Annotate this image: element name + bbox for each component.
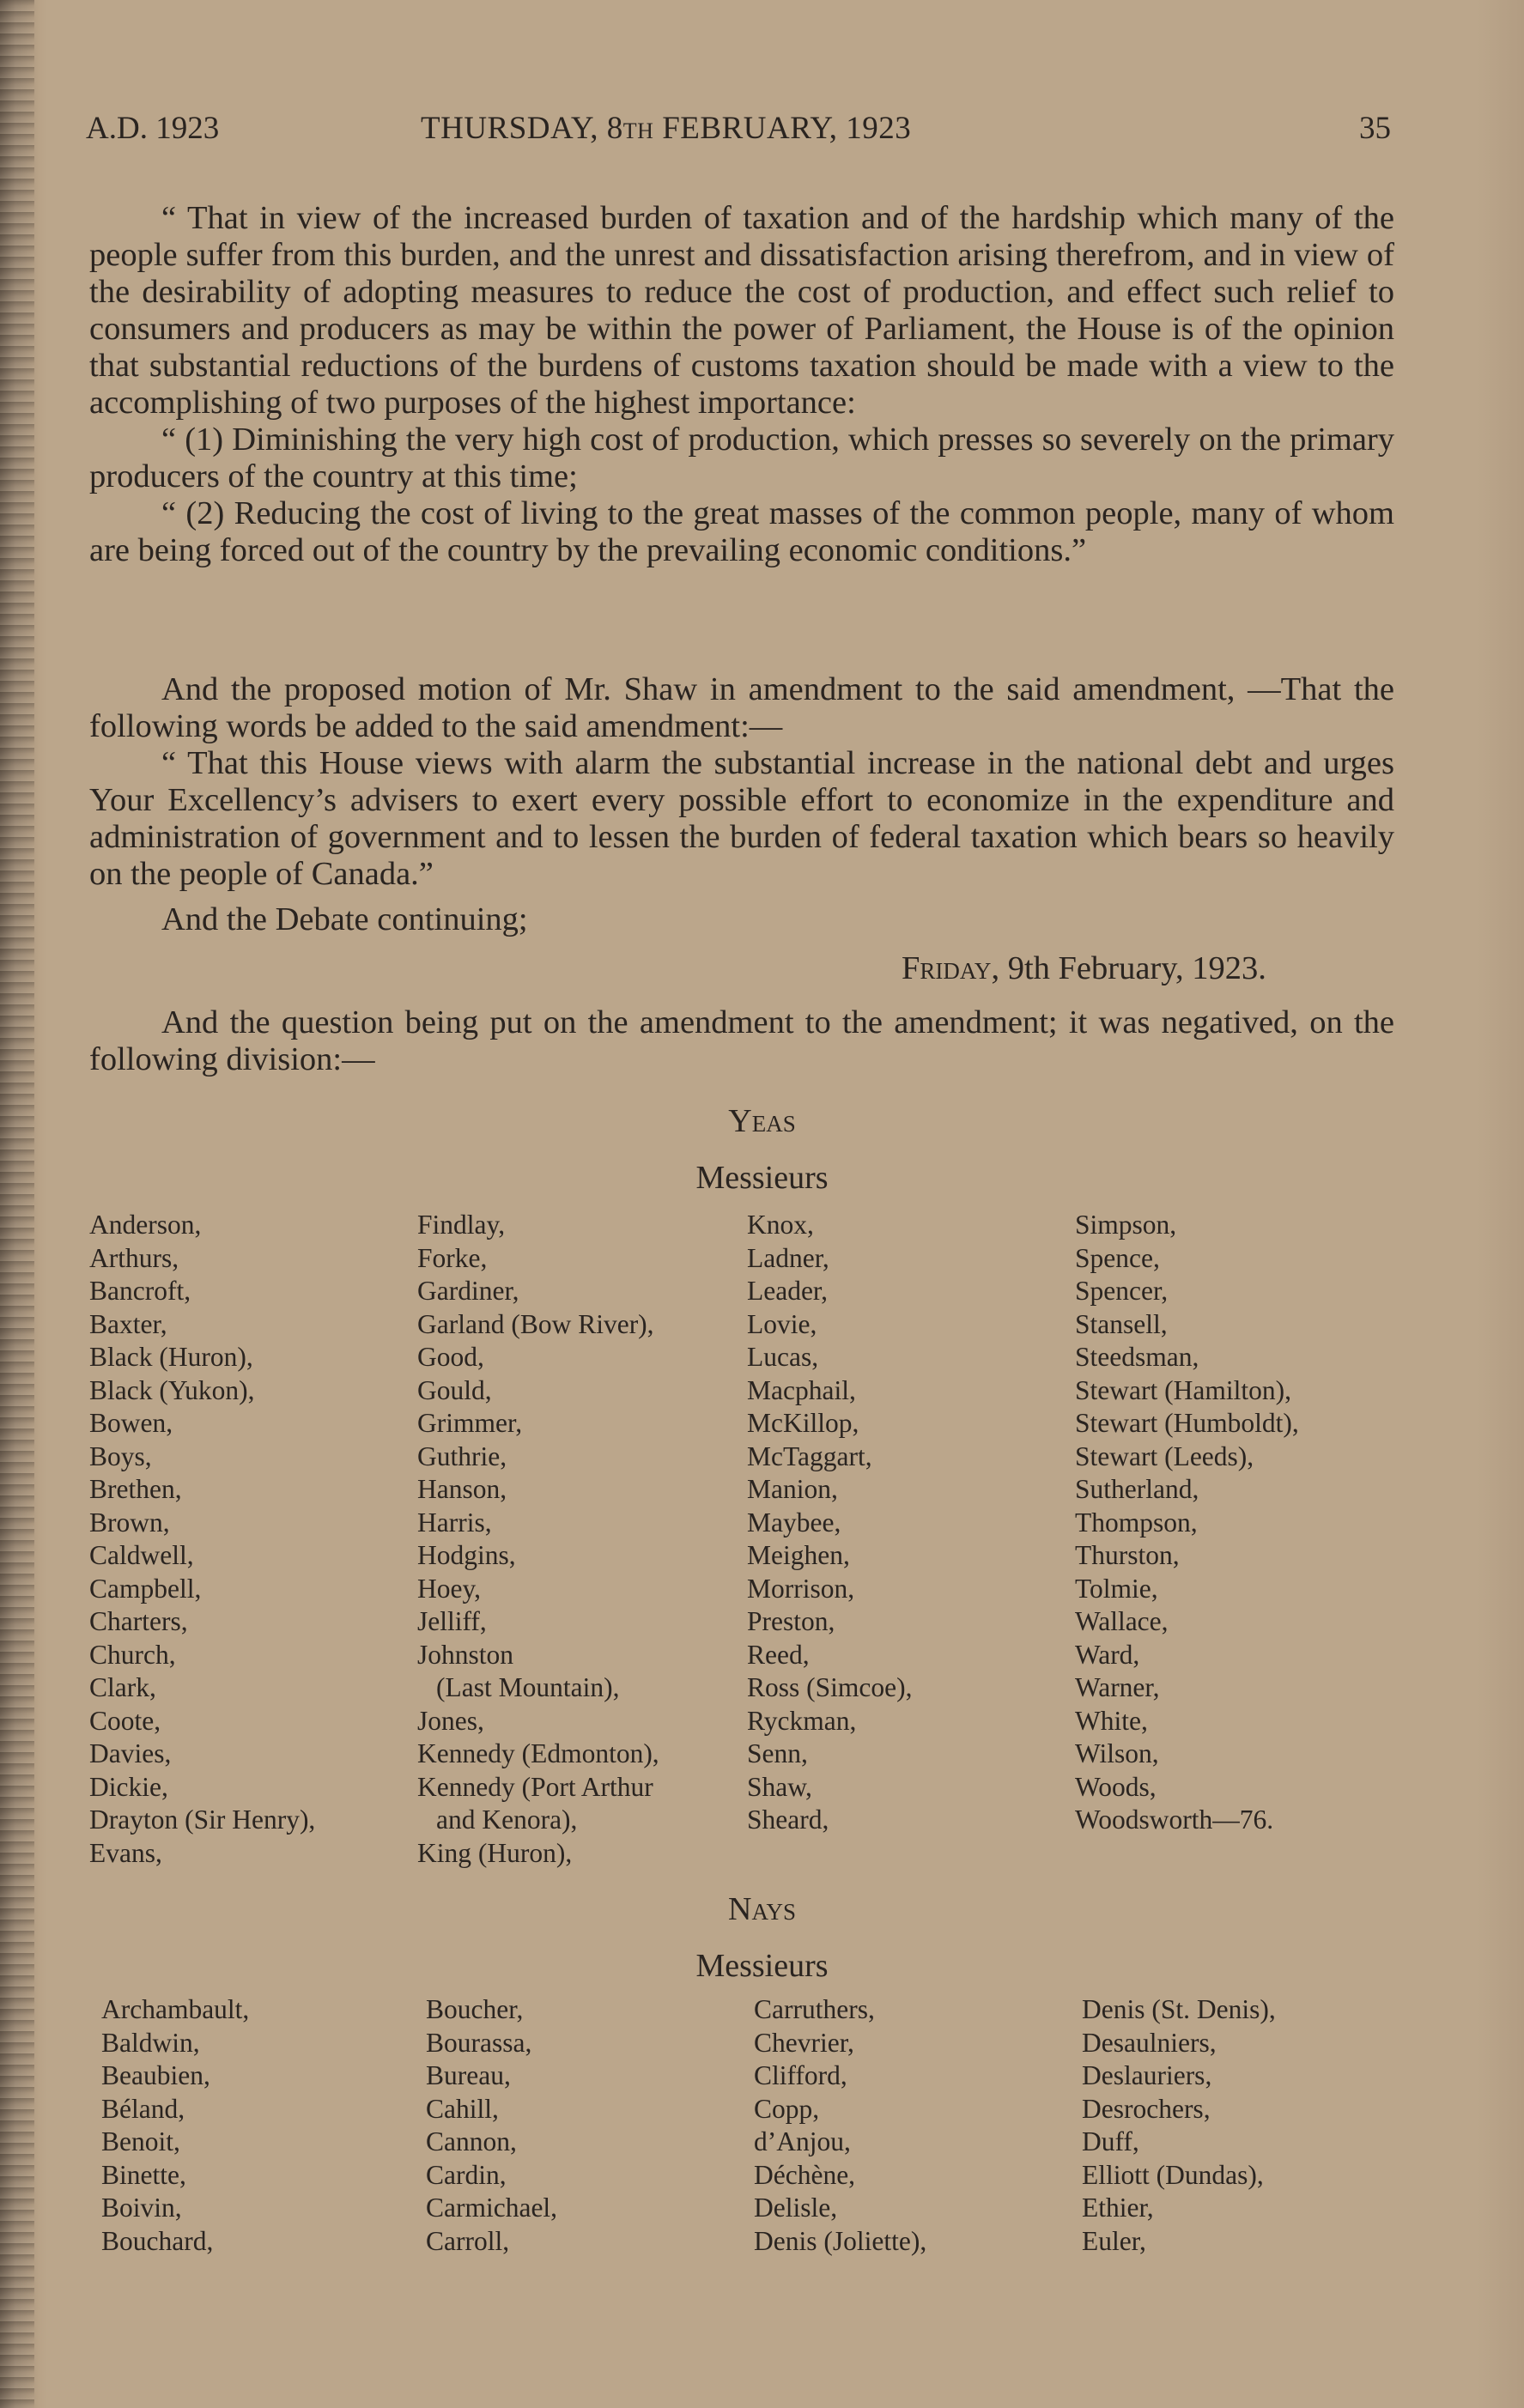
member-name: Jones, — [417, 1705, 484, 1736]
member-name: Manion, — [747, 1474, 838, 1504]
member-name: Meighen, — [747, 1540, 850, 1570]
member-name: Senn, — [747, 1738, 808, 1768]
member-name: Lucas, — [747, 1342, 819, 1372]
member-name: Warner, — [1075, 1672, 1160, 1702]
member-name: Charters, — [89, 1606, 188, 1636]
nays-heading: Nays — [728, 1891, 796, 1927]
member-name: Evans, — [89, 1837, 162, 1868]
member-name: (Last Mountain), — [436, 1672, 620, 1702]
member-name: Delisle, — [754, 2193, 838, 2223]
yeas-column-1 — [89, 1209, 416, 1870]
member-name: Hodgins, — [417, 1540, 516, 1570]
member-name: Arthurs, — [89, 1242, 179, 1273]
nays-column-2 — [426, 1993, 752, 2258]
page-number: 35 — [1359, 111, 1391, 146]
yeas-subheading: Messieurs — [695, 1160, 829, 1196]
member-name: Morrison, — [747, 1573, 855, 1604]
member-name: Cahill, — [426, 2093, 499, 2124]
amendment-paragraph: “ (2) Reducing the cost of living to the great masses of the common people, many of whom are being forced out of the country by the prevailing economic conditions.” — [89, 495, 1394, 568]
member-name: Denis (Joliette), — [754, 2225, 927, 2256]
member-name: Macphail, — [747, 1374, 856, 1405]
member-name: Euler, — [1082, 2225, 1146, 2256]
member-name: Thurston, — [1075, 1540, 1180, 1570]
yeas-column-4 — [1075, 1209, 1401, 1837]
member-name: Archambault, — [101, 1994, 250, 2024]
member-name: Desaulniers, — [1082, 2027, 1217, 2058]
member-name: Forke, — [417, 1242, 488, 1273]
member-name: Anderson, — [89, 1210, 202, 1240]
motion-paragraph: “ That this House views with alarm the substantial increase in the national debt and urges Your Excellency’s advisers to exert every possible effort to economize in the expenditure and administration of government and to lessen the burden of federal taxation which bears so heavily on the people of Canada.” — [89, 745, 1394, 892]
member-name: Findlay, — [417, 1210, 506, 1240]
yeas-column-3 — [747, 1209, 1073, 1837]
nays-subheading: Messieurs — [695, 1948, 829, 1984]
member-name: Thompson, — [1075, 1507, 1198, 1538]
nays-column-4 — [1082, 1993, 1408, 2258]
member-name: Coote, — [89, 1705, 161, 1736]
yeas-heading: Yeas — [728, 1103, 796, 1139]
member-name: Elliott (Dundas), — [1082, 2159, 1264, 2190]
member-name: Bourassa, — [426, 2027, 532, 2058]
member-name: Binette, — [101, 2159, 186, 2190]
member-name: Gould, — [417, 1374, 492, 1405]
member-name: Black (Yukon), — [89, 1374, 255, 1405]
member-name: Tolmie, — [1075, 1573, 1158, 1604]
member-name: Carroll, — [426, 2225, 510, 2256]
member-name: Simpson, — [1075, 1210, 1177, 1240]
member-name: Gardiner, — [417, 1276, 519, 1306]
member-name: Sutherland, — [1075, 1474, 1199, 1504]
member-name: Woods, — [1075, 1771, 1157, 1802]
member-name: Spencer, — [1075, 1276, 1169, 1306]
member-name: Woodsworth—76. — [1075, 1804, 1274, 1835]
member-name: Boucher, — [426, 1994, 524, 2024]
member-name: Benoit, — [101, 2126, 180, 2156]
member-name: Maybee, — [747, 1507, 841, 1538]
member-name: Ross (Simcoe), — [747, 1672, 913, 1702]
member-name: Sheard, — [747, 1804, 829, 1835]
member-name: Harris, — [417, 1507, 492, 1538]
member-name: Guthrie, — [417, 1441, 507, 1471]
member-name: Hoey, — [417, 1573, 482, 1604]
member-name: Béland, — [101, 2093, 185, 2124]
member-name: Duff, — [1082, 2126, 1139, 2156]
member-name: Baldwin, — [101, 2027, 200, 2058]
member-name: Davies, — [89, 1738, 172, 1768]
nays-column-1 — [101, 1993, 428, 2258]
member-name: Desrochers, — [1082, 2093, 1211, 2124]
member-name: McKillop, — [747, 1408, 859, 1438]
member-name: Dickie, — [89, 1771, 168, 1802]
member-name: Boivin, — [101, 2193, 182, 2223]
member-name: Kennedy (Port Arthur — [417, 1771, 653, 1802]
member-name: Bouchard, — [101, 2225, 214, 2256]
member-name: Denis (St. Denis), — [1082, 1994, 1276, 2024]
member-name: White, — [1075, 1705, 1148, 1736]
member-name: Cannon, — [426, 2126, 517, 2156]
member-name: Clark, — [89, 1672, 156, 1702]
member-name: Cardin, — [426, 2159, 507, 2190]
member-name: and Kenora), — [436, 1804, 578, 1835]
member-name: Déchène, — [754, 2159, 856, 2190]
member-name: Hanson, — [417, 1474, 507, 1504]
shaw-motion — [89, 671, 1394, 938]
date-line: Friday, 9th February, 1923. — [902, 950, 1266, 986]
member-name: Campbell, — [89, 1573, 202, 1604]
member-name: Leader, — [747, 1276, 829, 1306]
member-name: Chevrier, — [754, 2027, 854, 2058]
member-name: Preston, — [747, 1606, 835, 1636]
member-name: Baxter, — [89, 1308, 167, 1339]
member-name: d’Anjou, — [754, 2126, 851, 2156]
member-name: Stansell, — [1075, 1308, 1168, 1339]
header-year: A.D. 1923 — [86, 111, 220, 146]
member-name: Caldwell, — [89, 1540, 194, 1570]
question-paragraph: And the question being put on the amendment to the amendment; it was negatived, on the following division:— — [89, 1004, 1394, 1077]
debate-continuing: And the Debate continuing; — [161, 901, 528, 937]
yeas-column-2 — [417, 1209, 744, 1870]
member-name: Clifford, — [754, 2060, 847, 2090]
member-name: Beaubien, — [101, 2060, 210, 2090]
member-name: Drayton (Sir Henry), — [89, 1804, 316, 1835]
nays-column-3 — [754, 1993, 1080, 2258]
member-name: Reed, — [747, 1639, 810, 1670]
member-name: Carruthers, — [754, 1994, 875, 2024]
member-name: Church, — [89, 1639, 176, 1670]
member-name: Jelliff, — [417, 1606, 487, 1636]
member-name: Kennedy (Edmonton), — [417, 1738, 659, 1768]
member-name: Bureau, — [426, 2060, 511, 2090]
member-name: Stewart (Humboldt), — [1075, 1408, 1299, 1438]
quoted-amendment — [89, 200, 1394, 569]
member-name: Steedsman, — [1075, 1342, 1199, 1372]
motion-paragraph: And the proposed motion of Mr. Shaw in amendment to the said amendment, —That the following words be added to the said amendment:— — [89, 671, 1394, 744]
member-name: Ryckman, — [747, 1705, 857, 1736]
amendment-paragraph: “ (1) Diminishing the very high cost of production, which presses so severely on the primary producers of the country at this time; — [89, 422, 1394, 494]
member-name: Wilson, — [1075, 1738, 1159, 1768]
member-name: Wallace, — [1075, 1606, 1169, 1636]
member-name: Boys, — [89, 1441, 152, 1471]
member-name: Brethen, — [89, 1474, 182, 1504]
page-header — [86, 110, 1391, 161]
member-name: Carmichael, — [426, 2193, 558, 2223]
member-name: Stewart (Hamilton), — [1075, 1374, 1291, 1405]
member-name: Knox, — [747, 1210, 814, 1240]
member-name: Grimmer, — [417, 1408, 523, 1438]
member-name: Bancroft, — [89, 1276, 191, 1306]
member-name: Deslauriers, — [1082, 2060, 1212, 2090]
member-name: Brown, — [89, 1507, 170, 1538]
member-name: Lovie, — [747, 1308, 817, 1339]
member-name: Black (Huron), — [89, 1342, 253, 1372]
member-name: Johnston — [417, 1639, 514, 1670]
member-name: Ethier, — [1082, 2193, 1154, 2223]
header-date: THURSDAY, 8th FEBRUARY, 1923 — [421, 111, 912, 146]
member-name: King (Huron), — [417, 1837, 573, 1868]
binding-gutter — [0, 0, 34, 2408]
member-name: Copp, — [754, 2093, 820, 2124]
member-name: Shaw, — [747, 1771, 812, 1802]
member-name: Ladner, — [747, 1242, 829, 1273]
member-name: Ward, — [1075, 1639, 1140, 1670]
member-name: McTaggart, — [747, 1441, 872, 1471]
member-name: Stewart (Leeds), — [1075, 1441, 1254, 1471]
member-name: Spence, — [1075, 1242, 1160, 1273]
amendment-paragraph: “ That in view of the increased burden of taxation and of the hardship which many of the people suffer from this burden, and the unrest and dissatisfaction arising therefrom, and in view of the desirability of adopting measures to reduce the cost of production, and effect such relief to consumers and producers as may be within the power of Parliament, the House is of the opinion that substantial reductions of the burdens of customs taxation should be made with a view to the accomplishing of two purposes of the highest importance: — [89, 200, 1394, 421]
member-name: Bowen, — [89, 1408, 173, 1438]
member-name: Good, — [417, 1342, 484, 1372]
member-name: Garland (Bow River), — [417, 1308, 654, 1339]
